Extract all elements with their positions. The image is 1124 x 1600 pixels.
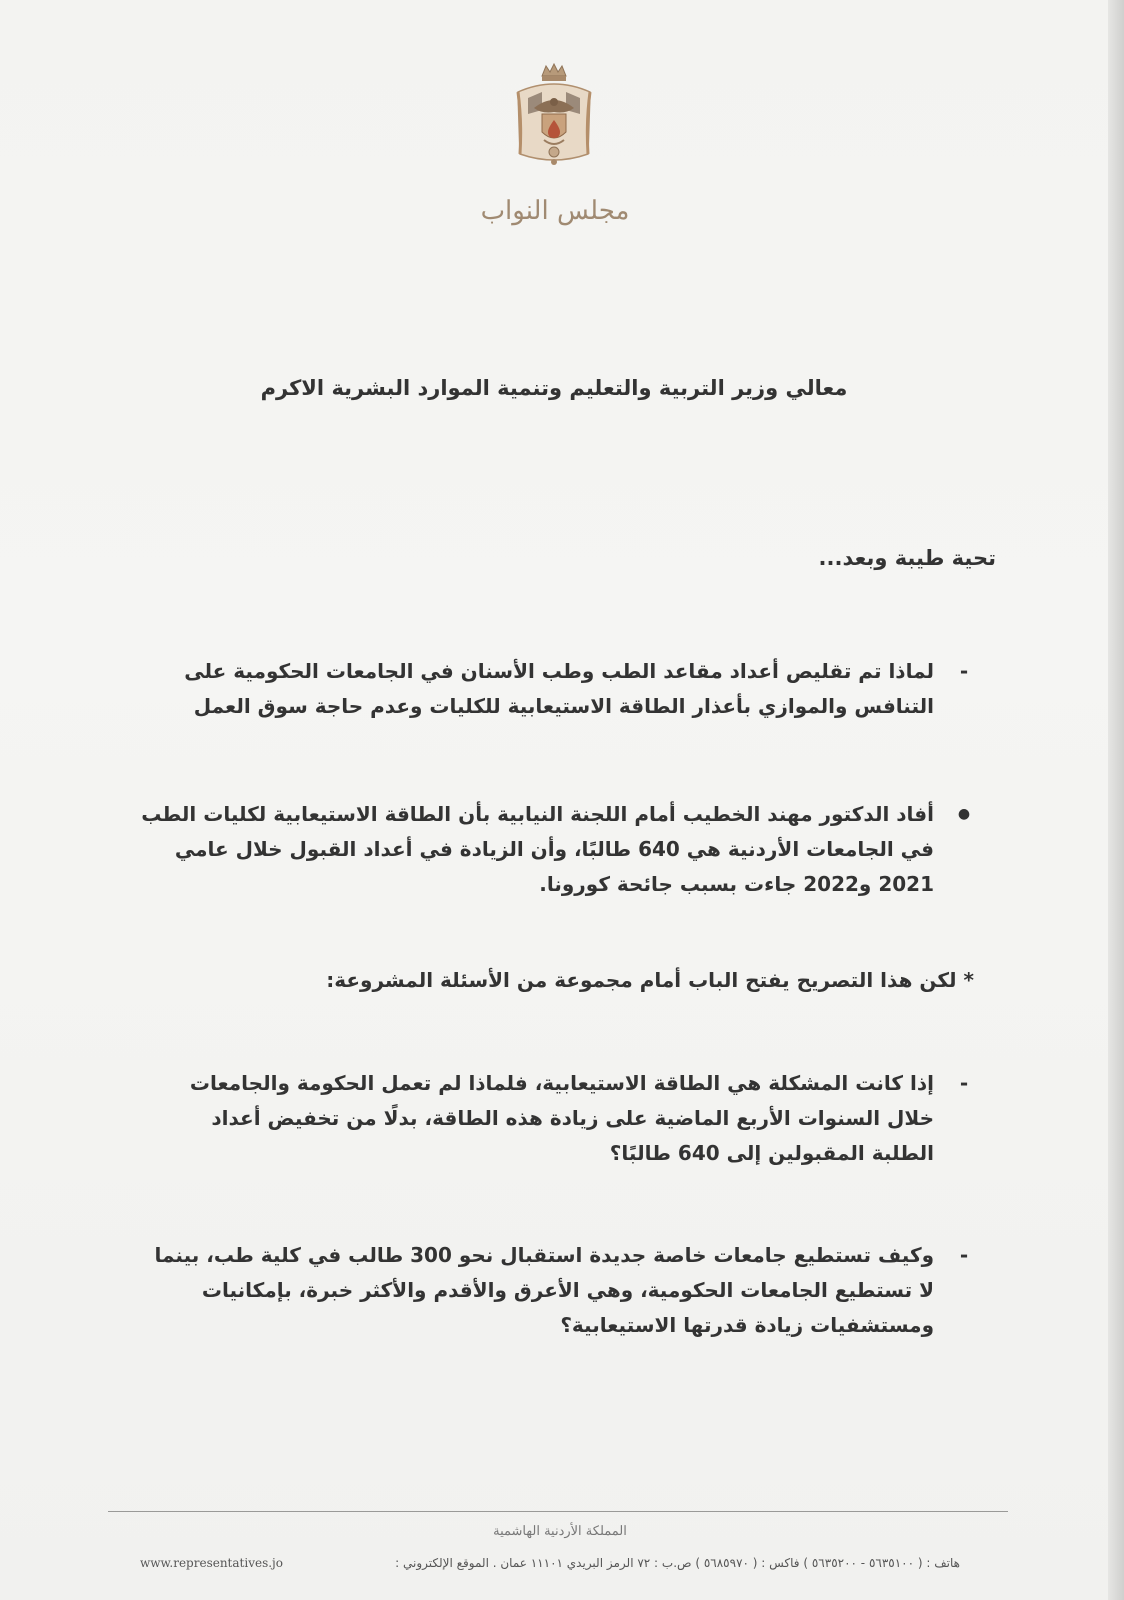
dash-marker: - <box>959 1243 969 1267</box>
footer-kingdom-name: المملكة الأردنية الهاشمية <box>493 1524 627 1539</box>
house-name: مجلس النواب <box>480 196 630 226</box>
list-item <box>154 654 969 724</box>
note-line <box>174 968 974 992</box>
list-item <box>154 1066 969 1171</box>
dash-marker: - <box>959 1071 969 1095</box>
asterisk-marker: * <box>963 968 974 992</box>
footer-divider <box>108 1511 1008 1512</box>
note-text: لكن هذا التصريح يفتح الباب أمام مجموعة من الأسئلة المشروعة: <box>326 968 957 992</box>
list-item-text: أفاد الدكتور مهند الخطيب أمام اللجنة النيابية بأن الطاقة الاستيعابية لكليات الطب في الجامعات الأردنية هي 640 طالبًا، وأن الزيادة في أعداد القبول خلال عامي 2021 و2022 جاءت بسبب جائحة كورونا. <box>141 802 934 896</box>
page-edge <box>1108 0 1124 1600</box>
addressee-line: معالي وزير التربية والتعليم وتنمية الموارد البشرية الاكرم <box>260 376 848 400</box>
footer-contact-info: هاتف : ( ٥٦٣٥١٠٠ - ٥٦٣٥٢٠٠ ) فاكس : ( ٥٦٨٥٩٧٠ ) ص.ب : ٧٢ الرمز البريدي ١١١٠١ عمان . الموقع الإلكتروني : <box>395 1556 960 1570</box>
jordan-coat-of-arms-icon <box>508 62 600 172</box>
list-item-text: لماذا تم تقليص أعداد مقاعد الطب وطب الأسنان في الجامعات الحكومية على التنافس والموازي بأعذار الطاقة الاستيعابية للكليات وعدم حاجة سوق العمل <box>184 659 934 718</box>
footer-website: www.representatives.jo <box>140 1556 283 1570</box>
dash-marker: - <box>959 659 969 683</box>
list-item-text: إذا كانت المشكلة هي الطاقة الاستيعابية، فلماذا لم تعمل الحكومة والجامعات خلال السنوات الأربع الماضية على زيادة هذه الطاقة، بدلًا من تخفيض أعداد الطلبة المقبولين إلى 640 طالبًا؟ <box>189 1071 934 1165</box>
list-item <box>134 797 971 902</box>
list-item-text: وكيف تستطيع جامعات خاصة جديدة استقبال نحو 300 طالب في كلية طب، بينما لا تستطيع الجامعات الحكومية، وهي الأعرق والأقدم والأكثر خبرة، بإمكانيات ومستشفيات زيادة قدرتها الاستيعابية؟ <box>154 1243 934 1337</box>
bullet-marker: ● <box>957 806 971 822</box>
list-item <box>154 1238 969 1343</box>
greeting-line: تحية طيبة وبعد... <box>818 546 996 570</box>
